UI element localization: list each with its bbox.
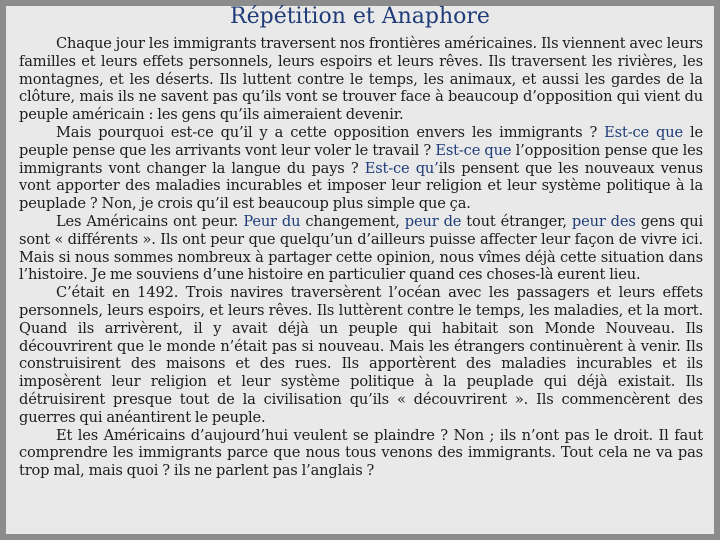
anaphora-highlight: Est-ce qu’	[364, 159, 439, 177]
slide-title: Répétition et Anaphore	[230, 4, 490, 29]
essay-body	[19, 35, 703, 480]
text-run: Chaque jour les immigrants traversent nos frontières américaines. Ils viennent avec leurs familles et leurs effets personnels, leurs espoirs et leurs rêves. Ils traversent les rivières, les montagnes, et les déserts. Ils luttent contre le temps, les animaux, et aussi les gardes de la clôture, mais ils ne savent pas qu’ils vont se trouver face à beaucoup d’opposition qui vient du peuple américain : les gens qu’ils aimeraient devenir.	[19, 35, 703, 124]
paragraph-1	[19, 35, 703, 124]
text-run: Et les Américains d’aujourd’hui veulent se plaindre ? Non ; ils n’ont pas le droit. Il faut comprendre les immigrants parce que nous tous venons des immigrants. Tout cela ne va pas trop mal, mais quoi ? ils ne parlent pas l’anglais ?	[19, 426, 703, 480]
paragraph-3	[19, 213, 703, 284]
text-run: tout étranger,	[461, 212, 572, 230]
text-run: C’était en 1492. Trois navires traversèrent l’océan avec les passagers et leurs effets personnels, leurs espoirs, et leurs rêves. Ils luttèrent contre le temps, les maladies, et la mort. Quand ils arrivèrent, il y avait déjà un peuple qui habitait son Monde Nouveau. Ils découvrirent que le monde n’était pas si nouveau. Mais les étrangers continuèrent à venir. Ils construisirent des maisons et des rues. Ils apportèrent des maladies incurables et ils imposèrent leur religion et leur système politique à la peuplade qui déjà existait. Ils détruisirent presque tout de la civilisation qu’ils « découvrirent ». Ils commencèrent des guerres qui anéantirent le peuple.	[19, 284, 703, 426]
text-run: changement,	[300, 212, 405, 230]
text-run: Les Américains ont peur.	[56, 212, 244, 230]
anaphora-highlight: peur de	[404, 212, 462, 230]
paragraph-5	[19, 427, 703, 480]
text-run: gens qui sont « différents ». Ils ont peur que quelqu’un d’ailleurs puisse affecter leur façon de vivre ici. Mais si nous sommes nombreux à partager cette opinion, nous vîmes déjà cette situation dans l’histoire. Je me souviens d’une histoire en particulier quand ces choses-là eurent lieu.	[19, 212, 703, 284]
anaphora-highlight: Peur du	[243, 212, 301, 230]
text-run: le peuple pense que les arrivants vont leur voler le travail ?	[19, 123, 703, 159]
anaphora-highlight: Est-ce que	[435, 141, 512, 159]
text-run: l’opposition pense que les immigrants vont changer la langue du pays ?	[19, 141, 704, 177]
paragraph-4	[19, 284, 703, 426]
text-run: Mais pourquoi est-ce qu’il y a cette opposition envers les immigrants ?	[56, 123, 605, 141]
anaphora-highlight: peur des	[571, 212, 636, 230]
text-run: ils pensent que les nouveaux venus vont apporter des maladies incurables et imposer leur religion et leur système politique à la peuplade ? Non, je crois qu’il est beaucoup plus simple que ça.	[19, 159, 703, 213]
paragraph-2	[19, 124, 703, 213]
anaphora-highlight: Est-ce que	[604, 123, 683, 141]
